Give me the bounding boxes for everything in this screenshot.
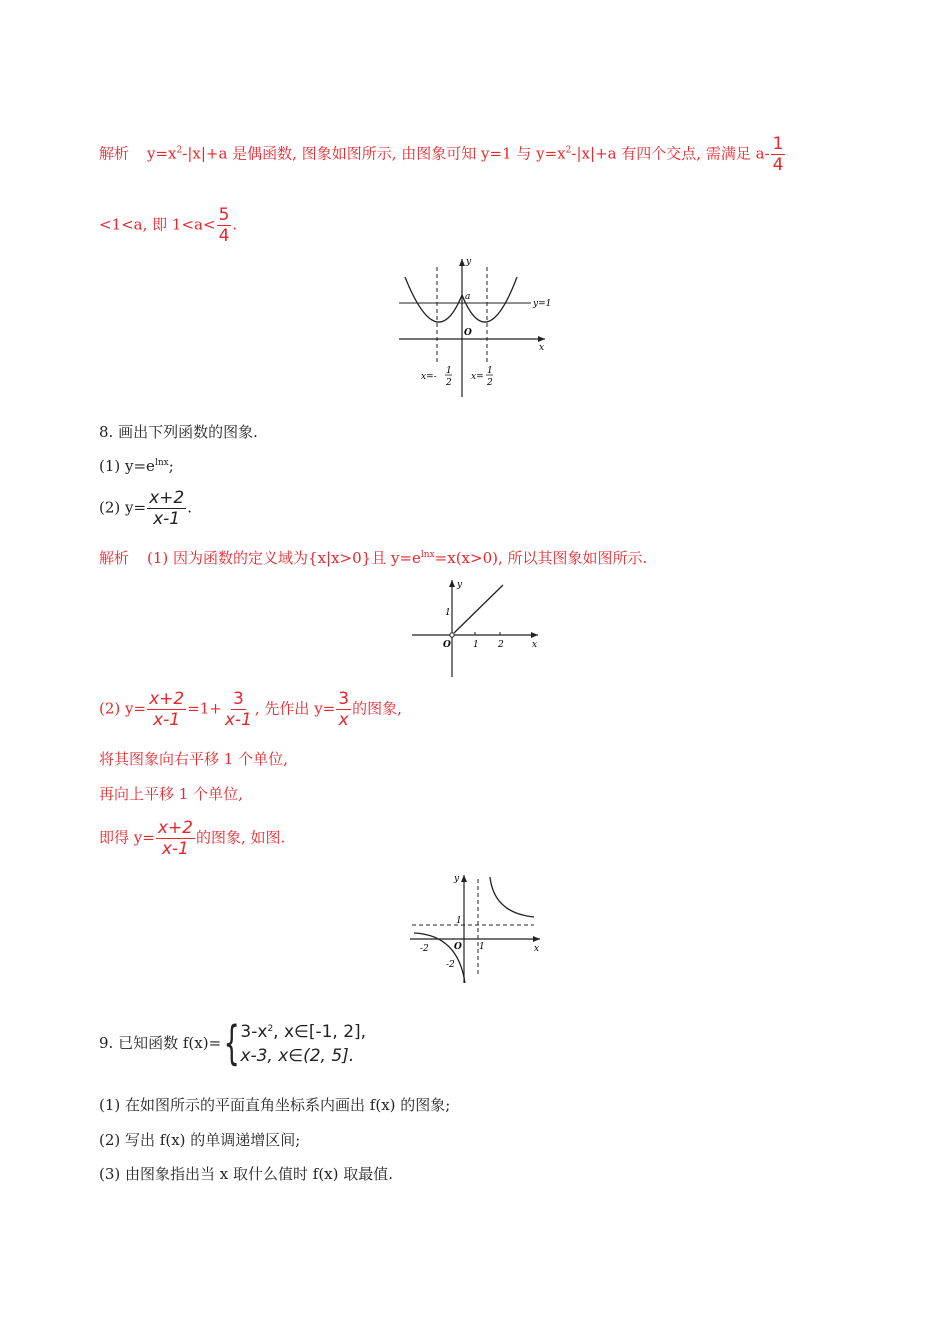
fraction: $\frac{x+2}{x-1}$ <box>149 488 185 529</box>
svg-text:x=-: x=- <box>421 372 437 382</box>
question-9-part-2: (2) 写出 f(x) 的单调递增区间; <box>99 1131 301 1149</box>
svg-text:-2: -2 <box>446 960 455 970</box>
solution-8-line-2: (2) y= $\frac{x+2}{x-1}$ =1+ $\frac{3}{x-1}$ , 先作出 y= $\frac{3}{x}$ 的图象, <box>99 689 402 730</box>
svg-text:y: y <box>466 257 472 267</box>
fraction: $\frac{5}{4}$ <box>218 205 230 246</box>
question-8-part-2: (2) y= $\frac{x+2}{x-1}$ . <box>99 488 192 529</box>
figure-line-graph <box>408 577 543 679</box>
solution-label: 解析 <box>99 549 130 567</box>
svg-text:-2: -2 <box>420 944 429 954</box>
question-8-part-1: (1) $y=e^{lnx}$; <box>99 457 174 475</box>
svg-text:y: y <box>457 580 463 590</box>
svg-text:y: y <box>454 874 460 884</box>
svg-text:1: 1 <box>473 640 479 650</box>
svg-text:1: 1 <box>445 608 451 618</box>
solution-8-line-3: 将其图象向右平移 1 个单位, <box>99 750 288 768</box>
solution-8-line-1: 解析 (1) 因为函数的定义域为{x|x>0}且 $y=e^{lnx}=x(x>0)$, 所以其图象如图所示. <box>99 549 648 567</box>
svg-text:2: 2 <box>487 378 493 388</box>
brace: { <box>223 1015 240 1070</box>
fraction: $\frac{x+2}{x-1}$ <box>157 818 193 859</box>
question-9-definition: 9. 已知函数 f(x)= { $3-x^2$, x∈[-1, 2], x-3, x∈(2, 5]. <box>99 1015 367 1070</box>
svg-text:a: a <box>465 292 471 302</box>
svg-text:x: x <box>539 343 545 353</box>
solution-7-line-1: 解析 $y=x^2-|x|+a$ 是偶函数, 图象如图所示, 由图象可知 y=1 与 $y=x^2-|x|+a$ 有四个交点, 需满足 a- $\frac{1}{4}$ <box>99 134 784 175</box>
question-9-part-3: (3) 由图象指出当 x 取什么值时 f(x) 取最值. <box>99 1165 394 1183</box>
svg-text:x: x <box>534 944 540 954</box>
solution-label: 解析 <box>99 144 130 163</box>
question-8-title: 8. 画出下列函数的图象. <box>99 423 258 441</box>
piecewise-cases: $3-x^2$, x∈[-1, 2], x-3, x∈(2, 5]. <box>240 1022 367 1066</box>
fraction: $\frac{x+2}{x-1}$ <box>149 689 185 730</box>
solution-8-line-4: 再向上平移 1 个单位, <box>99 785 243 803</box>
svg-text:O: O <box>464 328 472 338</box>
svg-text:O: O <box>454 942 462 952</box>
svg-text:2: 2 <box>498 640 504 650</box>
svg-text:x: x <box>532 640 538 650</box>
svg-text:O: O <box>443 640 451 650</box>
svg-text:1: 1 <box>487 366 493 376</box>
fraction: $\frac{1}{4}$ <box>772 134 784 175</box>
svg-text:1: 1 <box>456 916 462 926</box>
figure-hyperbola-graph <box>406 871 546 987</box>
svg-text:2: 2 <box>446 378 452 388</box>
solution-7-line-2: <1<a, 即 1<a< $\frac{5}{4}$ . <box>99 205 238 246</box>
question-9-part-1: (1) 在如图所示的平面直角坐标系内画出 f(x) 的图象; <box>99 1096 451 1114</box>
svg-text:x=: x= <box>471 372 484 382</box>
fraction: $\frac{3}{x-1}$ <box>224 689 252 730</box>
svg-text:1: 1 <box>479 942 485 952</box>
svg-text:1: 1 <box>446 366 452 376</box>
fraction: $\frac{3}{x}$ <box>338 689 350 730</box>
figure-even-function-graph <box>395 255 565 400</box>
svg-text:y=1: y=1 <box>533 299 552 309</box>
solution-8-line-5: 即得 y= $\frac{x+2}{x-1}$ 的图象, 如图. <box>99 818 286 859</box>
